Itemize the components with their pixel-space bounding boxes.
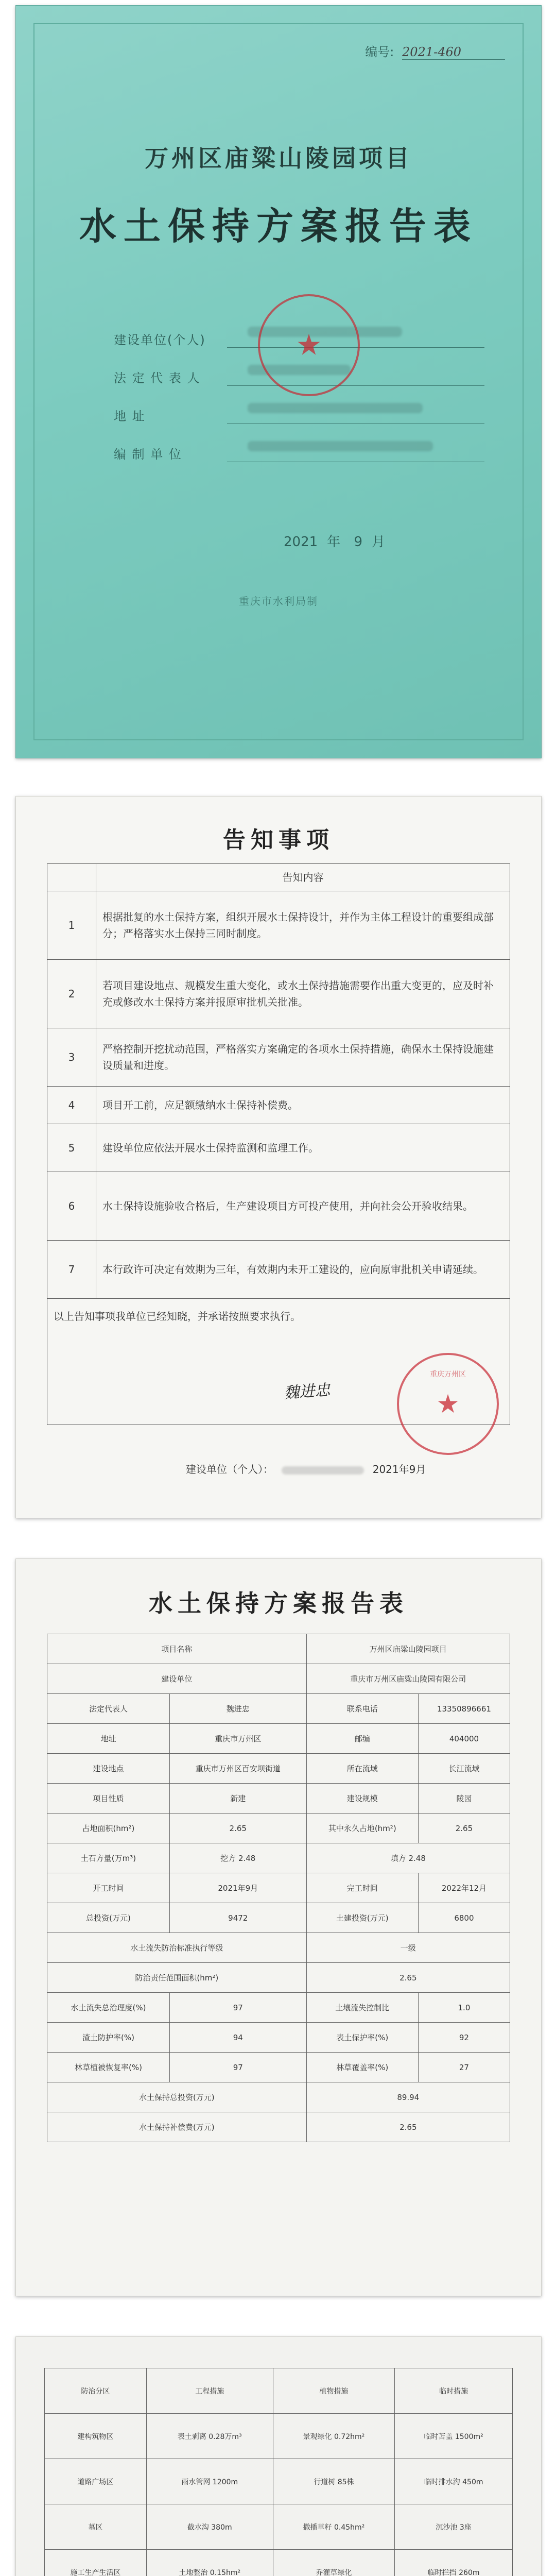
- row-label: 防治责任范围面积(hm²): [47, 1963, 307, 1993]
- row-value: 工程措施: [146, 2368, 273, 2414]
- serial-number: [365, 42, 505, 60]
- row-value: 土建投资(万元): [306, 1903, 418, 1933]
- row-value: 97: [169, 1993, 306, 2023]
- detail-page: [15, 2336, 542, 2576]
- row-label: 建设地点: [47, 1754, 170, 1784]
- project-name: 万州区庙粱山陵园项目: [145, 144, 412, 172]
- serial-label: 编号:: [365, 45, 394, 59]
- field-value-redacted: [227, 403, 484, 424]
- report-title: 水土保持方案报告表: [149, 1589, 408, 1617]
- row-label: 项目名称: [47, 1634, 307, 1664]
- row-value: 94: [169, 2023, 306, 2053]
- table-row: [47, 1993, 510, 2023]
- row-value: 27: [418, 2053, 510, 2082]
- field-label: 法 定 代 表 人: [114, 371, 201, 385]
- row-value: 魏进忠: [169, 1694, 306, 1724]
- row-value: 植物措施: [273, 2368, 395, 2414]
- date-year: 2021: [284, 534, 318, 550]
- table-row: [45, 2550, 513, 2576]
- table-row: [47, 1784, 510, 1814]
- notice-title: 告知事项: [223, 827, 334, 853]
- document-title: 水土保持方案报告表: [79, 204, 478, 248]
- table-row: [45, 2504, 513, 2550]
- seal-text: 重庆万州区: [430, 1370, 466, 1379]
- field-label: 编 制 单 位: [114, 447, 182, 462]
- row-text: 水土保持设施验收合格后，生产建设项目方可投产使用，并向社会公开验收结果。: [96, 1172, 510, 1241]
- issuer: 重庆市水利局制: [239, 595, 318, 607]
- row-value: 陵园: [418, 1784, 510, 1814]
- row-value: 2.65: [169, 1814, 306, 1843]
- row-text: 若项目建设地点、规模发生重大变化，或水土保持措施需要作出重大变更的，应及时补充或修改水土保持方案并报原审批机关批准。: [96, 960, 510, 1028]
- row-value: 撒播草籽 0.45hm²: [273, 2504, 395, 2550]
- table-row: [47, 1241, 510, 1299]
- table-row: [47, 891, 510, 960]
- cover-field: [114, 424, 484, 462]
- row-label: 水土保持总投资(万元): [47, 2082, 307, 2112]
- row-label: 法定代表人: [47, 1694, 170, 1724]
- table-row: [47, 1087, 510, 1124]
- serial-value: 2021-460: [402, 45, 505, 60]
- row-value: 6800: [418, 1903, 510, 1933]
- row-value: 一级: [306, 1933, 510, 1963]
- row-label: 水土流失总治理度(%): [47, 1993, 170, 2023]
- row-value: 表土剥离 0.28万m³: [146, 2414, 273, 2459]
- row-value: 重庆市万州区庙粱山陵园有限公司: [306, 1664, 510, 1694]
- row-value: 截水沟 380m: [146, 2504, 273, 2550]
- builder-label: 建设单位（个人）：: [186, 1463, 273, 1476]
- row-value: 沉沙池 3座: [395, 2504, 513, 2550]
- row-label: 开工时间: [47, 1873, 170, 1903]
- table-row: [47, 1124, 510, 1172]
- table-row: [47, 2112, 510, 2142]
- table-row: [47, 1873, 510, 1903]
- row-value: 行道树 85株: [273, 2459, 395, 2504]
- detail-table: [44, 2368, 513, 2576]
- table-row: [47, 960, 510, 1028]
- table-row: [47, 1903, 510, 1933]
- report-page: [15, 1558, 542, 2296]
- row-num: 6: [47, 1172, 96, 1241]
- row-value: 2021年9月: [169, 1873, 306, 1903]
- table-row: [45, 2414, 513, 2459]
- row-value: 9472: [169, 1903, 306, 1933]
- row-value: 联系电话: [306, 1694, 418, 1724]
- signature: 魏进忠: [283, 1381, 331, 1403]
- row-value: 2.65: [306, 2112, 510, 2142]
- table-row: [47, 1634, 510, 1664]
- table-row: [47, 1754, 510, 1784]
- row-value: 89.94: [306, 2082, 510, 2112]
- date-month-unit: 月: [372, 534, 386, 550]
- table-row: [47, 1963, 510, 1993]
- table-row: [47, 2053, 510, 2082]
- row-value: 填方 2.48: [306, 1843, 510, 1873]
- star-icon: ★: [436, 1389, 460, 1419]
- row-value: 林草覆盖率(%): [306, 2053, 418, 2082]
- row-label: 施工生产生活区: [45, 2550, 147, 2576]
- row-value: 重庆市万州区: [169, 1724, 306, 1754]
- row-num: 4: [47, 1087, 96, 1124]
- row-value: 2022年12月: [418, 1873, 510, 1903]
- row-label: 水土流失防治标准执行等级: [47, 1933, 307, 1963]
- row-text: 严格控制开挖扰动范围，严格落实方案确定的各项水土保持措施，确保水土保持设施建设质量和进度。: [96, 1028, 510, 1087]
- row-label: 墓区: [45, 2504, 147, 2550]
- red-seal: [258, 294, 360, 396]
- row-num: 7: [47, 1241, 96, 1299]
- row-value: 万州区庙粱山陵园项目: [306, 1634, 510, 1664]
- row-value: 92: [418, 2023, 510, 2053]
- row-label: 建构筑物区: [45, 2414, 147, 2459]
- table-row: [47, 1028, 510, 1087]
- table-row: [47, 2082, 510, 2112]
- row-label: 渣土防护率(%): [47, 2023, 170, 2053]
- row-value: 其中永久占地(hm²): [306, 1814, 418, 1843]
- row-label: 防治分区: [45, 2368, 147, 2414]
- notice-table: [47, 863, 510, 1425]
- table-row: [45, 2368, 513, 2414]
- cover-page: [15, 5, 542, 758]
- field-value-redacted: [227, 441, 484, 462]
- row-value: 完工时间: [306, 1873, 418, 1903]
- row-value: 景观绿化 0.72hm²: [273, 2414, 395, 2459]
- row-value: 乔灌草绿化: [273, 2550, 395, 2576]
- report-table: [47, 1634, 510, 2142]
- sign-date: 2021年9月: [372, 1463, 426, 1476]
- row-value: 2.65: [306, 1963, 510, 1993]
- row-value: 长江流域: [418, 1754, 510, 1784]
- table-row: [47, 864, 510, 891]
- row-value: 2.65: [418, 1814, 510, 1843]
- row-value: 重庆市万州区百安坝街道: [169, 1754, 306, 1784]
- row-value: 土壤流失控制比: [306, 1993, 418, 2023]
- date-month: 9: [354, 534, 362, 550]
- row-value: 建设规模: [306, 1784, 418, 1814]
- statement-text: 以上告知事项我单位已经知晓，并承诺按照要求执行。: [47, 1299, 510, 1425]
- date-year-unit: 年: [327, 534, 341, 550]
- row-value: 临时排水沟 450m: [395, 2459, 513, 2504]
- row-num: 3: [47, 1028, 96, 1087]
- table-row: [47, 2023, 510, 2053]
- table-row: [47, 1814, 510, 1843]
- table-row: [47, 1933, 510, 1963]
- table-row: [47, 1724, 510, 1754]
- row-text: 本行政许可决定有效期为三年，有效期内未开工建设的，应向原审批机关申请延续。: [96, 1241, 510, 1299]
- row-value: 雨水管网 1200m: [146, 2459, 273, 2504]
- row-value: 1.0: [418, 1993, 510, 2023]
- notice-num-header: [47, 864, 96, 891]
- row-value: 挖方 2.48: [169, 1843, 306, 1873]
- notice-col-header: 告知内容: [96, 864, 510, 891]
- row-value: 土地整治 0.15hm²: [146, 2550, 273, 2576]
- row-label: 林草植被恢复率(%): [47, 2053, 170, 2082]
- redacted-name: [282, 1466, 364, 1475]
- row-text: 建设单位应依法开展水土保持监测和监理工作。: [96, 1124, 510, 1172]
- field-label: 地 址: [114, 409, 146, 423]
- row-label: 占地面积(hm²): [47, 1814, 170, 1843]
- row-value: 97: [169, 2053, 306, 2082]
- table-row: [47, 1694, 510, 1724]
- row-label: 总投资(万元): [47, 1903, 170, 1933]
- star-icon: ★: [296, 328, 322, 362]
- row-value: 404000: [418, 1724, 510, 1754]
- row-label: 土石方量(万m³): [47, 1843, 170, 1873]
- row-num: 2: [47, 960, 96, 1028]
- notice-page: [15, 796, 542, 1518]
- table-row: [47, 1664, 510, 1694]
- row-text: 项目开工前，应足额缴纳水土保持补偿费。: [96, 1087, 510, 1124]
- row-num: 1: [47, 891, 96, 960]
- row-label: 水土保持补偿费(万元): [47, 2112, 307, 2142]
- row-label: 项目性质: [47, 1784, 170, 1814]
- table-row: [45, 2459, 513, 2504]
- row-value: 新建: [169, 1784, 306, 1814]
- row-value: 13350896661: [418, 1694, 510, 1724]
- row-num: 5: [47, 1124, 96, 1172]
- row-text: 根据批复的水土保持方案，组织开展水土保持设计，并作为主体工程设计的重要组成部分；严格落实水土保持三同时制度。: [96, 891, 510, 960]
- row-value: 邮编: [306, 1724, 418, 1754]
- red-seal: [397, 1353, 499, 1455]
- cover-date: [284, 531, 394, 550]
- row-value: 临时措施: [395, 2368, 513, 2414]
- field-label: 建设单位(个人): [114, 333, 206, 347]
- row-label: 道路广场区: [45, 2459, 147, 2504]
- row-value: 临时拦挡 260m: [395, 2550, 513, 2576]
- row-value: 临时苫盖 1500m²: [395, 2414, 513, 2459]
- row-label: 建设单位: [47, 1664, 307, 1694]
- table-row: [47, 1172, 510, 1241]
- builder-line: [186, 1461, 426, 1476]
- row-value: 所在流域: [306, 1754, 418, 1784]
- row-label: 地址: [47, 1724, 170, 1754]
- table-row: [47, 1843, 510, 1873]
- row-value: 表土保护率(%): [306, 2023, 418, 2053]
